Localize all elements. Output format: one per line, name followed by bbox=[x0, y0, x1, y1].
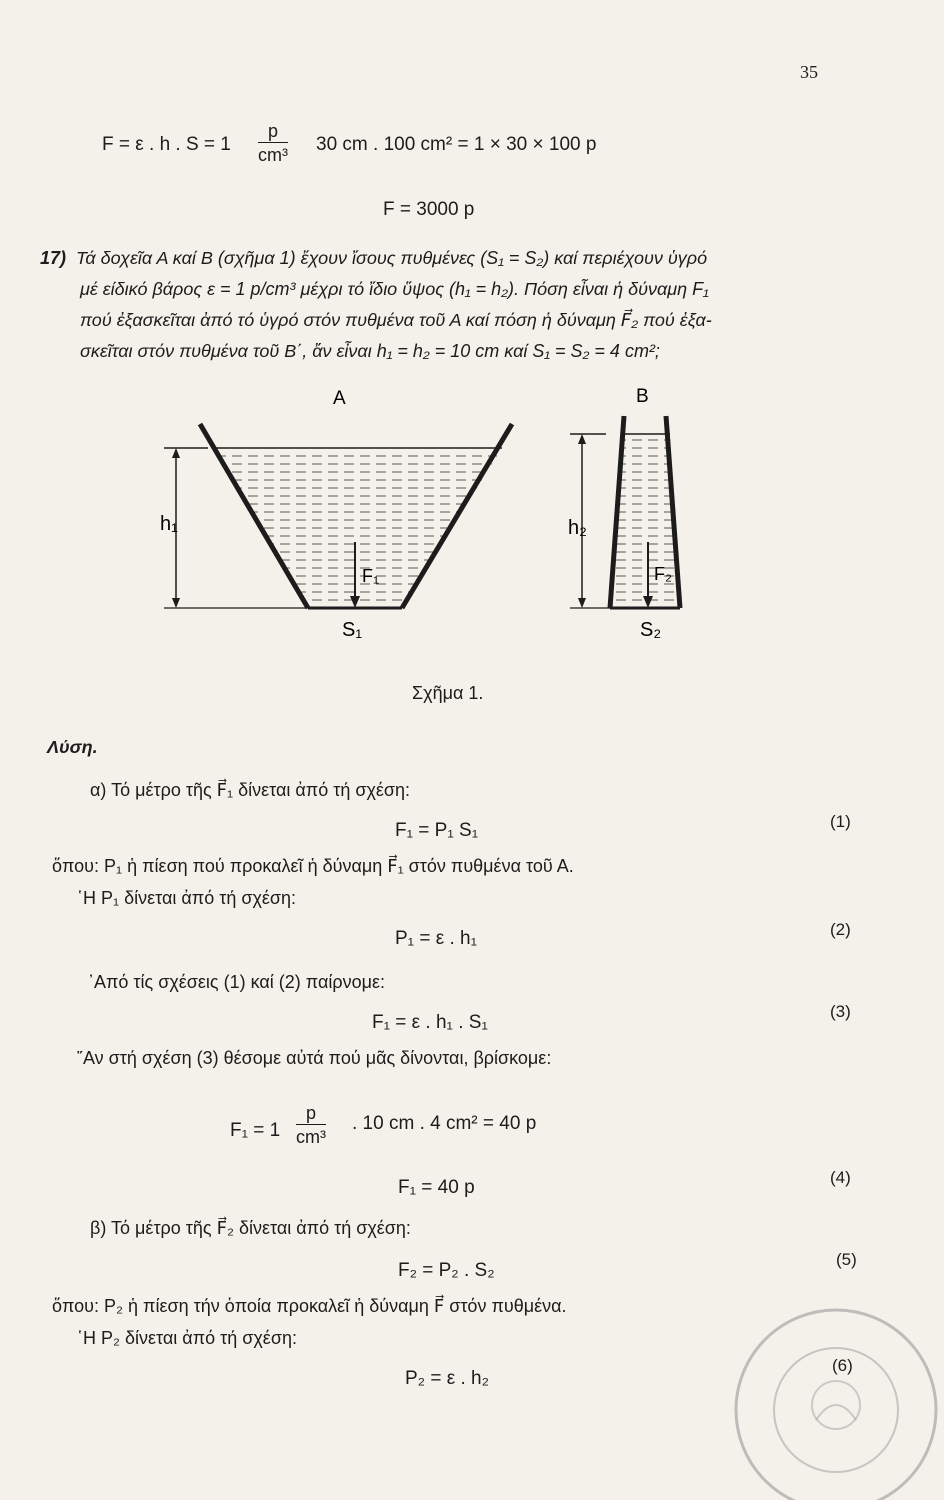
library-stamp-icon bbox=[716, 1300, 938, 1500]
figure-caption: Σχῆμα 1. bbox=[412, 683, 484, 703]
top-fraction-num: p bbox=[258, 120, 288, 143]
problem-statement bbox=[40, 243, 840, 367]
equation-6-number: (6) bbox=[832, 1356, 853, 1375]
part-a-intro: α) Τό μέτρο τῆς F⃗₁ δίνεται ἀπό τή σχέση: bbox=[90, 780, 411, 800]
top-fraction-den: cm³ bbox=[258, 145, 288, 165]
label-b: B bbox=[636, 386, 649, 407]
calc-fraction bbox=[296, 1102, 326, 1149]
equation-3: F₁ = ε . h₁ . S₁ bbox=[372, 1012, 488, 1033]
equation-5: F₂ = P₂ . S₂ bbox=[398, 1260, 495, 1281]
problem-line-1 bbox=[40, 243, 840, 274]
page-number: 35 bbox=[800, 62, 818, 82]
result-top: F = 3000 p bbox=[383, 199, 475, 220]
label-f1: F₁ bbox=[362, 566, 380, 586]
label-f2: F₂ bbox=[654, 564, 672, 584]
problem-line-4: σκεῖται στόν πυθμένα τοῦ Β΄, ἄν εἶναι h₁ = h₂ = 10 cm καί S₁ = S₂ = 4 cm²; bbox=[80, 341, 660, 361]
part-b-intro: β) Τό μέτρο τῆς F⃗₂ δίνεται ἀπό τή σχέση: bbox=[90, 1218, 411, 1238]
equation-5-number: (5) bbox=[836, 1250, 857, 1269]
vessels-figure bbox=[150, 380, 710, 650]
top-equation-rhs: 30 cm . 100 cm² = 1 × 30 × 100 p bbox=[316, 134, 597, 155]
where-p2: ὅπου: P₂ ἡ πίεση τήν ὁποία προκαλεῖ ἡ δύναμη F⃗ στόν πυθμένα. bbox=[52, 1296, 567, 1316]
equation-3-number: (3) bbox=[830, 1002, 851, 1021]
p1-given: ῾Η P₁ δίνεται ἀπό τή σχέση: bbox=[77, 888, 297, 908]
top-equation-fraction bbox=[258, 120, 288, 167]
calc-fraction-den: cm³ bbox=[296, 1127, 326, 1147]
calc-lhs: F₁ = 1 bbox=[230, 1120, 281, 1141]
calc-fraction-num: p bbox=[296, 1102, 326, 1125]
label-s2: S₂ bbox=[640, 619, 662, 641]
equation-1-number: (1) bbox=[830, 812, 851, 831]
problem-line-3: πού ἐξασκεῖται ἀπό τό ὑγρό στόν πυθμένα τοῦ Α καί πόση ἡ δύναμη F⃗₂ πού ἐξα- bbox=[80, 310, 712, 330]
problem-line-1-text: Τά δοχεῖα Α καί Β (σχῆμα 1) ἔχουν ἴσους πυθμένες (S₁ = S₂) καί περιέχουν ὑγρό bbox=[76, 248, 708, 268]
label-s1: S₁ bbox=[342, 619, 363, 641]
equation-2: P₁ = ε . h₁ bbox=[395, 928, 478, 949]
equation-6: P₂ = ε . h₂ bbox=[405, 1368, 489, 1389]
solution-heading: Λύση. bbox=[47, 737, 98, 757]
equation-4-number: (4) bbox=[830, 1168, 851, 1187]
top-equation-lhs: F = ε . h . S = 1 bbox=[102, 134, 231, 155]
equation-2-number: (2) bbox=[830, 920, 851, 939]
label-a: A bbox=[333, 388, 346, 409]
equation-1: F₁ = P₁ S₁ bbox=[395, 820, 479, 841]
p2-given: ῾Η P₂ δίνεται ἀπό τή σχέση: bbox=[77, 1328, 297, 1348]
label-h2: h₂ bbox=[568, 517, 587, 539]
where-p1: ὅπου: P₁ ἡ πίεση πού προκαλεῖ ἡ δύναμη F⃗₁ στόν πυθμένα τοῦ Α. bbox=[52, 856, 574, 876]
equation-4: F₁ = 40 p bbox=[398, 1177, 475, 1198]
label-h1: h₁ bbox=[160, 513, 178, 535]
substitute-text: ῎Αν στή σχέση (3) θέσομε αὐτά πού μᾶς δίνονται, βρίσκομε: bbox=[77, 1048, 552, 1068]
problem-line-2: μέ είδικό βάρος ε = 1 p/cm³ μέχρι τό ἴδιο ὕψος (h₁ = h₂). Πόση εἶναι ἡ δύναμη F₁ bbox=[80, 279, 709, 299]
from-relations-1-2: ᾽Από τίς σχέσεις (1) καί (2) παίρνομε: bbox=[88, 972, 386, 992]
problem-number: 17) bbox=[40, 248, 67, 268]
calc-rhs: . 10 cm . 4 cm² = 40 p bbox=[352, 1113, 537, 1134]
